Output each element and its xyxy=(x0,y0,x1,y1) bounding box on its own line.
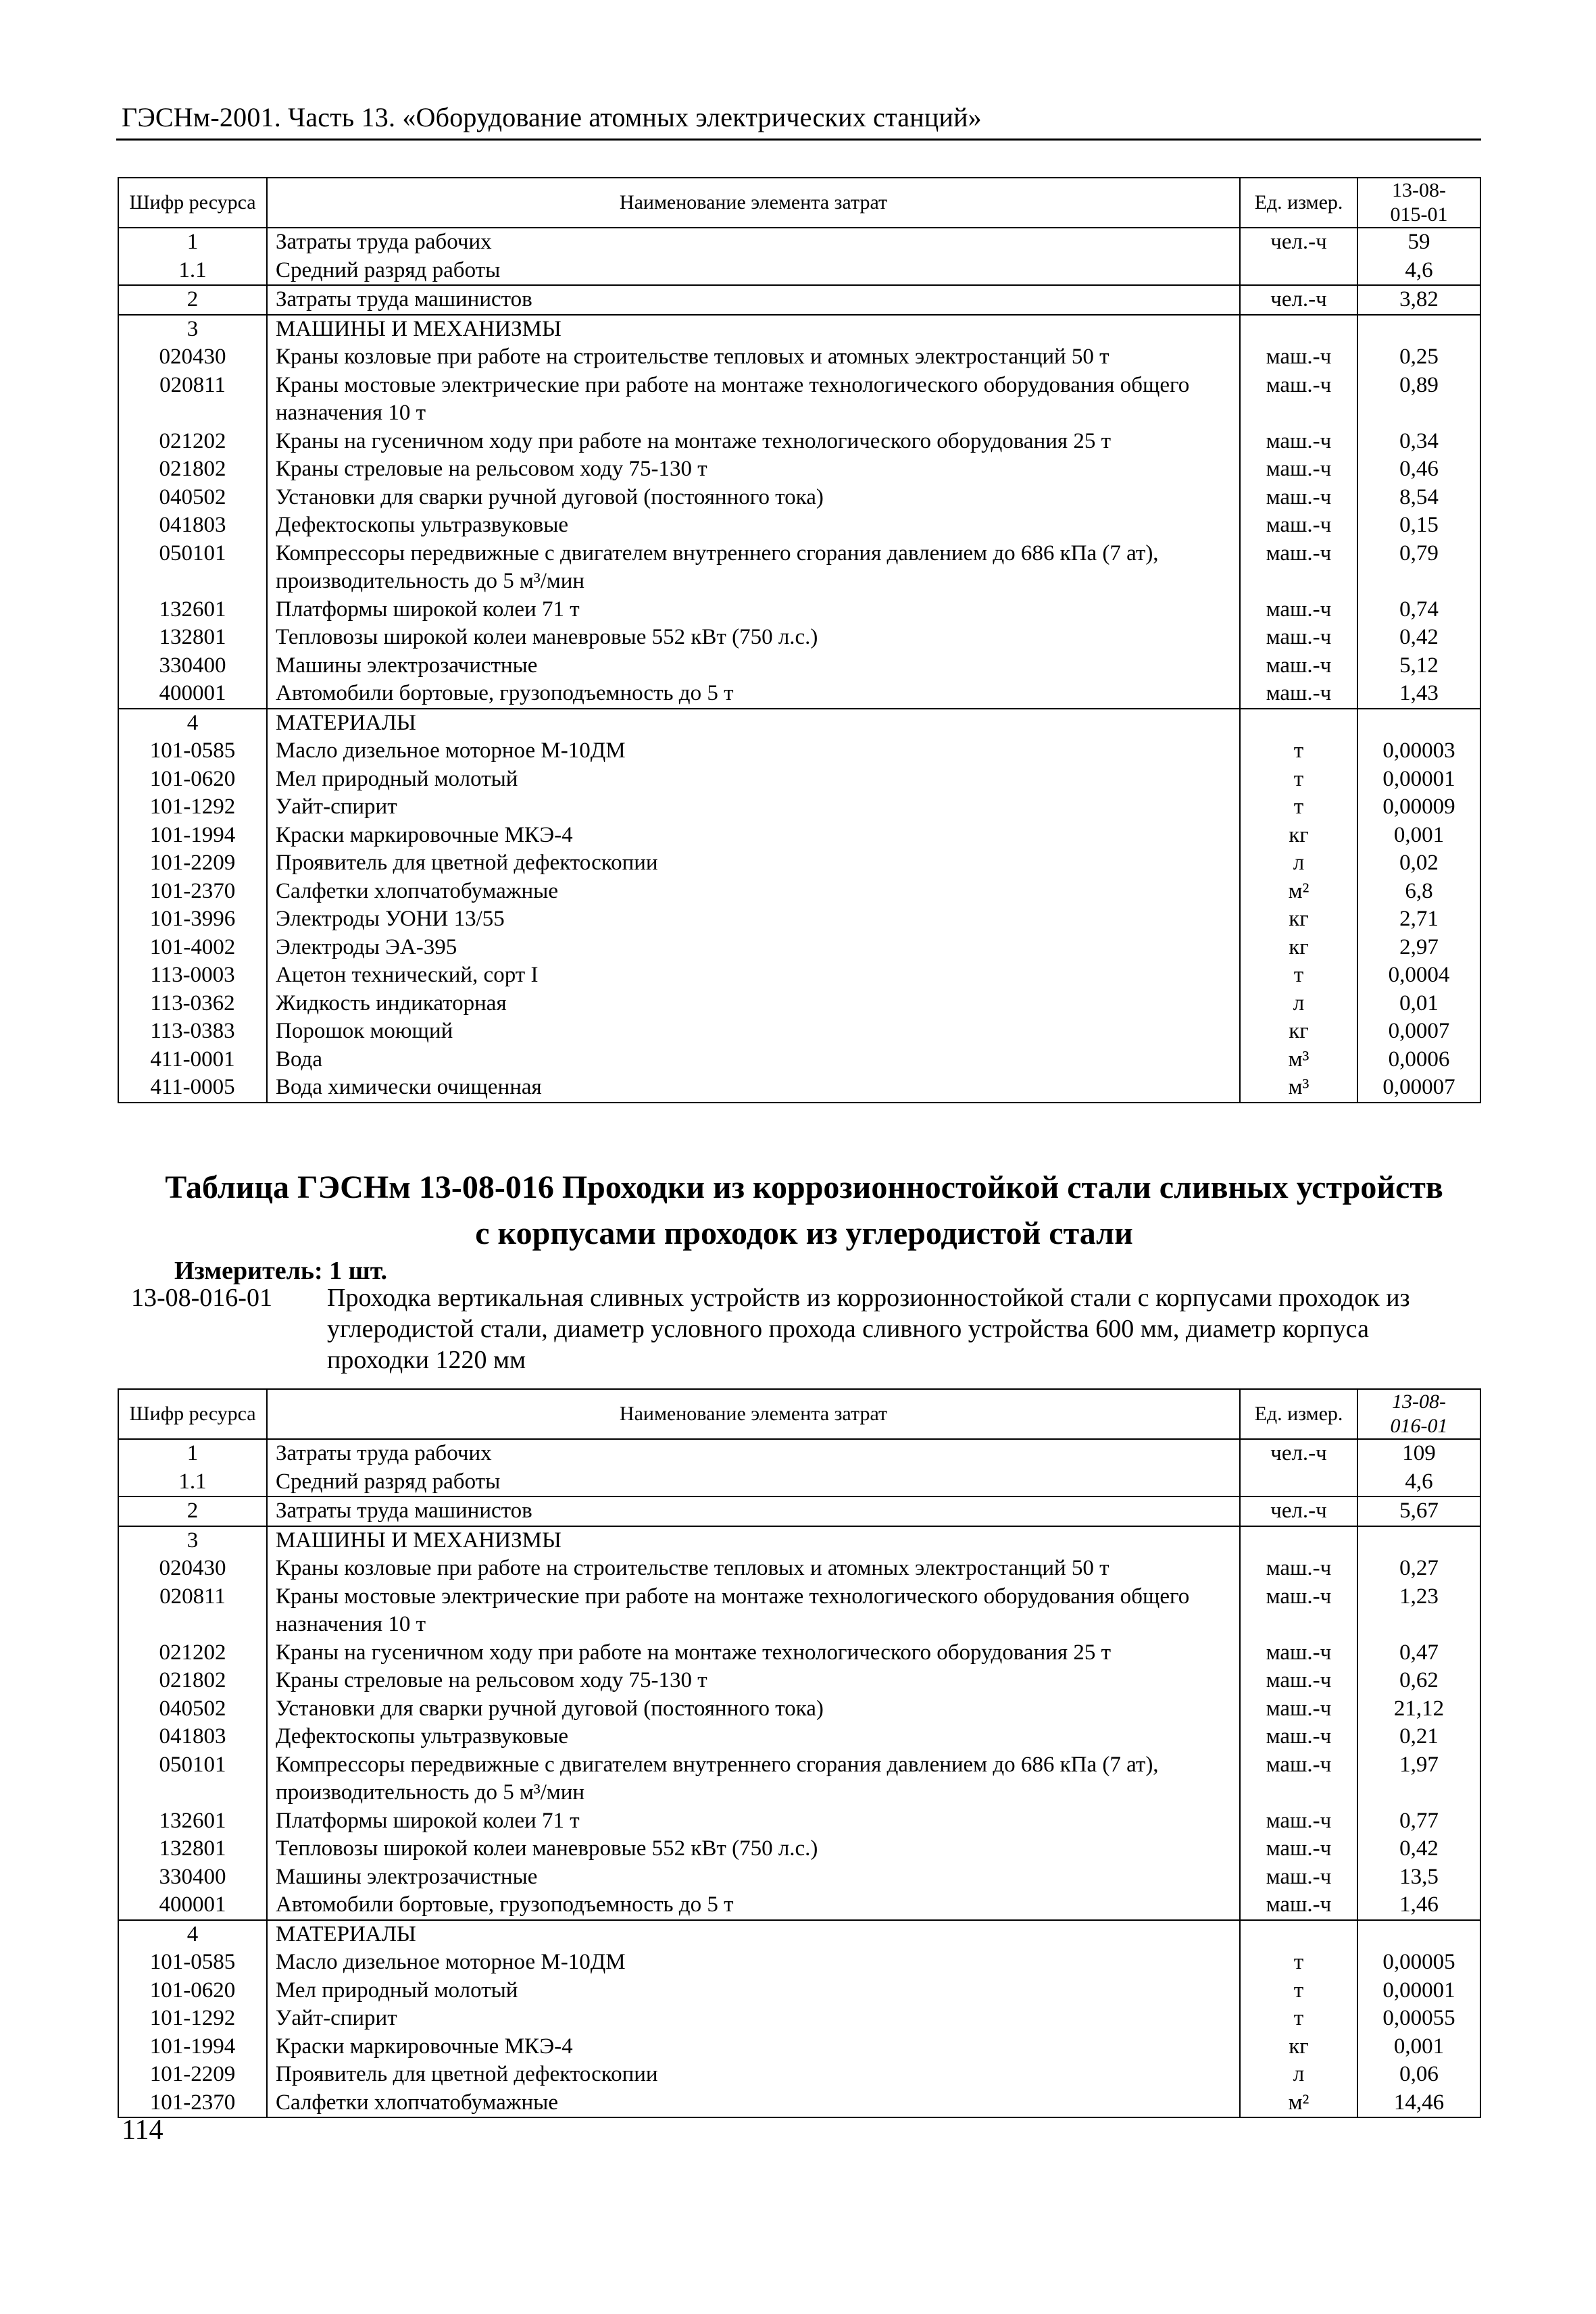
unit-of-measure xyxy=(1240,315,1357,344)
unit-of-measure: маш.-ч xyxy=(1240,428,1357,456)
resource-code: 113-0362 xyxy=(118,990,267,1018)
unit-of-measure: маш.-ч xyxy=(1240,596,1357,624)
norm-value: 0,34 xyxy=(1357,428,1480,456)
unit-of-measure: чел.-ч xyxy=(1240,1439,1357,1468)
column-header-code: Шифр ресурса xyxy=(118,178,267,228)
resource-name: Вода химически очищенная xyxy=(267,1074,1240,1103)
norm-value: 0,42 xyxy=(1357,1835,1480,1863)
table-row xyxy=(118,2061,1480,2089)
resource-name: Проявитель для цветной дефектоскопии xyxy=(267,2061,1240,2089)
resource-name: Масло дизельное моторное М-10ДМ xyxy=(267,737,1240,765)
resource-name: Мел природный молотый xyxy=(267,765,1240,794)
resource-name: МАШИНЫ И МЕХАНИЗМЫ xyxy=(267,1526,1240,1555)
norm-value xyxy=(1357,709,1480,738)
norm-value xyxy=(1357,1526,1480,1555)
running-header: ГЭСНм-2001. Часть 13. «Оборудование атомных электрических станций» xyxy=(122,102,982,132)
resource-name: Электроды ЭА-395 xyxy=(267,934,1240,962)
resource-code: 101-2209 xyxy=(118,2061,267,2089)
resource-code: 330400 xyxy=(118,1863,267,1892)
resource-code: 330400 xyxy=(118,652,267,680)
resource-name: Средний разряд работы xyxy=(267,257,1240,286)
norm-code-bottom: 016-01 xyxy=(1390,1415,1448,1437)
norm-value: 14,46 xyxy=(1357,2089,1480,2118)
resource-code: 101-1292 xyxy=(118,2005,267,2033)
table-row xyxy=(118,709,1480,738)
resource-code: 040502 xyxy=(118,1695,267,1724)
unit-of-measure: маш.-ч xyxy=(1240,1863,1357,1892)
resource-name: Краны на гусеничном ходу при работе на монтаже технологического оборудования 25 т xyxy=(267,428,1240,456)
table-row xyxy=(118,1017,1480,1046)
resource-name: Затраты труда рабочих xyxy=(267,1439,1240,1468)
unit-of-measure: т xyxy=(1240,1977,1357,2005)
resource-name: Затраты труда рабочих xyxy=(267,228,1240,257)
resource-code: 101-0620 xyxy=(118,765,267,794)
resource-name: Мел природный молотый xyxy=(267,1977,1240,2005)
unit-of-measure: м³ xyxy=(1240,1046,1357,1074)
resource-code: 021802 xyxy=(118,1667,267,1695)
resource-code: 101-4002 xyxy=(118,934,267,962)
norm-value: 0,62 xyxy=(1357,1667,1480,1695)
table-row xyxy=(118,1496,1480,1526)
unit-of-measure: маш.-ч xyxy=(1240,455,1357,484)
unit-of-measure: маш.-ч xyxy=(1240,1751,1357,1807)
resource-code: 400001 xyxy=(118,1891,267,1920)
section-subtitle: с корпусами проходок из углеродистой стали xyxy=(475,1215,1133,1251)
resource-name: Вода xyxy=(267,1046,1240,1074)
resource-name: Жидкость индикаторная xyxy=(267,990,1240,1018)
norm-value: 0,02 xyxy=(1357,849,1480,878)
unit-of-measure xyxy=(1240,257,1357,286)
norm-value: 0,01 xyxy=(1357,990,1480,1018)
resource-code: 3 xyxy=(118,1526,267,1555)
resource-code: 101-1292 xyxy=(118,793,267,822)
norm-value: 0,21 xyxy=(1357,1723,1480,1751)
unit-of-measure: кг xyxy=(1240,934,1357,962)
column-header-name: Наименование элемента затрат xyxy=(267,178,1240,228)
norm-value: 1,97 xyxy=(1357,1751,1480,1807)
table-row xyxy=(118,2033,1480,2061)
table-header-row xyxy=(118,178,1480,228)
table-row xyxy=(118,934,1480,962)
norm-value: 5,67 xyxy=(1357,1496,1480,1526)
table-row xyxy=(118,765,1480,794)
unit-of-measure: маш.-ч xyxy=(1240,511,1357,540)
resource-name: Средний разряд работы xyxy=(267,1468,1240,1497)
resource-name: Краски маркировочные МКЭ-4 xyxy=(267,822,1240,850)
resource-code: 021202 xyxy=(118,1639,267,1667)
resource-name: Дефектоскопы ультразвуковые xyxy=(267,511,1240,540)
resource-name: Уайт-спирит xyxy=(267,793,1240,822)
unit-of-measure: чел.-ч xyxy=(1240,285,1357,315)
column-header-norm xyxy=(1357,1389,1480,1439)
resource-code: 101-1994 xyxy=(118,822,267,850)
table-row xyxy=(118,1948,1480,1977)
table-row xyxy=(118,1863,1480,1892)
unit-of-measure: кг xyxy=(1240,822,1357,850)
resource-name: Тепловозы широкой колеи маневровые 552 кВт (750 л.с.) xyxy=(267,624,1240,652)
resource-code: 101-3996 xyxy=(118,905,267,934)
table-row xyxy=(118,822,1480,850)
resource-code: 113-0383 xyxy=(118,1017,267,1046)
unit-of-measure: т xyxy=(1240,2005,1357,2033)
resource-code: 400001 xyxy=(118,680,267,709)
norm-value: 0,25 xyxy=(1357,343,1480,372)
table-row xyxy=(118,1807,1480,1836)
table-row xyxy=(118,652,1480,680)
unit-of-measure xyxy=(1240,1526,1357,1555)
unit-of-measure: т xyxy=(1240,961,1357,990)
resource-name: Электроды УОНИ 13/55 xyxy=(267,905,1240,934)
header-rule xyxy=(116,139,1481,141)
norm-value: 0,06 xyxy=(1357,2061,1480,2089)
resource-name: Машины электрозачистные xyxy=(267,1863,1240,1892)
column-header-unit: Ед. измер. xyxy=(1240,1389,1357,1439)
resource-name: Затраты труда машинистов xyxy=(267,285,1240,315)
resource-code: 101-2370 xyxy=(118,2089,267,2118)
item-description: Проходка вертикальная сливных устройств из коррозионностойкой стали с корпусами проходок из углеродистой стали, диаметр условного прохода сливного устройства 600 мм, диаметр корпуса проходки 1220 мм xyxy=(327,1284,1410,1374)
section-title: Таблица ГЭСНм 13-08-016 Проходки из коррозионностойкой стали сливных устройств xyxy=(165,1169,1443,1205)
resource-name: Краны мостовые электрические при работе на монтаже технологического оборудования общего назначения 10 т xyxy=(267,372,1240,428)
unit-of-measure: маш.-ч xyxy=(1240,680,1357,709)
resource-code: 3 xyxy=(118,315,267,344)
resource-code: 2 xyxy=(118,285,267,315)
resource-name: Уайт-спирит xyxy=(267,2005,1240,2033)
unit-of-measure: чел.-ч xyxy=(1240,228,1357,257)
resource-name: Салфетки хлопчатобумажные xyxy=(267,2089,1240,2118)
resource-code: 411-0001 xyxy=(118,1046,267,1074)
unit-of-measure: л xyxy=(1240,849,1357,878)
norm-value: 2,97 xyxy=(1357,934,1480,962)
norm-value: 0,79 xyxy=(1357,540,1480,596)
norm-value: 109 xyxy=(1357,1439,1480,1468)
resource-code: 1.1 xyxy=(118,257,267,286)
resource-code: 101-2209 xyxy=(118,849,267,878)
norm-value: 0,00005 xyxy=(1357,1948,1480,1977)
resource-name: Дефектоскопы ультразвуковые xyxy=(267,1723,1240,1751)
norm-value: 5,12 xyxy=(1357,652,1480,680)
resource-name: Ацетон технический, сорт I xyxy=(267,961,1240,990)
unit-of-measure xyxy=(1240,709,1357,738)
resource-code: 132801 xyxy=(118,1835,267,1863)
norm-value: 8,54 xyxy=(1357,484,1480,512)
resource-code: 020430 xyxy=(118,343,267,372)
norm-value xyxy=(1357,1920,1480,1949)
norm-code-top: 13-08- xyxy=(1392,1390,1446,1413)
norm-code-bottom: 015-01 xyxy=(1390,203,1448,226)
table-row xyxy=(118,1667,1480,1695)
resource-code: 411-0005 xyxy=(118,1074,267,1103)
table-row xyxy=(118,540,1480,596)
unit-of-measure: маш.-ч xyxy=(1240,484,1357,512)
table-row xyxy=(118,455,1480,484)
table-row xyxy=(118,1046,1480,1074)
resource-name: МАТЕРИАЛЫ xyxy=(267,1920,1240,1949)
resource-code: 132601 xyxy=(118,596,267,624)
norm-value: 4,6 xyxy=(1357,257,1480,286)
resource-code: 020811 xyxy=(118,1583,267,1639)
table-row xyxy=(118,1891,1480,1920)
norm-value xyxy=(1357,315,1480,344)
unit-of-measure: т xyxy=(1240,1948,1357,1977)
norm-value: 1,46 xyxy=(1357,1891,1480,1920)
resource-name: Порошок моющий xyxy=(267,1017,1240,1046)
table-row xyxy=(118,961,1480,990)
norm-value: 0,42 xyxy=(1357,624,1480,652)
resource-name: Компрессоры передвижные с двигателем внутреннего сгорания давлением до 686 кПа (7 ат), производительность до 5 м³/мин xyxy=(267,540,1240,596)
norm-value: 3,82 xyxy=(1357,285,1480,315)
norm-value: 0,001 xyxy=(1357,822,1480,850)
resource-name: Установки для сварки ручной дуговой (постоянного тока) xyxy=(267,484,1240,512)
table-body xyxy=(118,228,1480,1103)
unit-of-measure: м² xyxy=(1240,2089,1357,2118)
resource-name: Краски маркировочные МКЭ-4 xyxy=(267,2033,1240,2061)
norm-value: 4,6 xyxy=(1357,1468,1480,1497)
unit-of-measure: маш.-ч xyxy=(1240,1807,1357,1836)
column-header-code: Шифр ресурса xyxy=(118,1389,267,1439)
norm-value: 59 xyxy=(1357,228,1480,257)
unit-of-measure: чел.-ч xyxy=(1240,1496,1357,1526)
meter-label: Измеритель: 1 шт. xyxy=(174,1257,388,1285)
unit-of-measure: маш.-ч xyxy=(1240,372,1357,428)
resource-name: Краны стреловые на рельсовом ходу 75-130 т xyxy=(267,1667,1240,1695)
unit-of-measure: маш.-ч xyxy=(1240,540,1357,596)
resource-name: Машины электрозачистные xyxy=(267,652,1240,680)
unit-of-measure: маш.-ч xyxy=(1240,624,1357,652)
unit-of-measure: маш.-ч xyxy=(1240,1835,1357,1863)
table-row xyxy=(118,737,1480,765)
table-row xyxy=(118,1723,1480,1751)
table-row xyxy=(118,1526,1480,1555)
resource-name: Краны козловые при работе на строительстве тепловых и атомных электростанций 50 т xyxy=(267,343,1240,372)
table-row xyxy=(118,849,1480,878)
item-code: 13-08-016-01 xyxy=(131,1284,272,1312)
resource-code: 101-1994 xyxy=(118,2033,267,2061)
unit-of-measure: маш.-ч xyxy=(1240,652,1357,680)
resource-code: 132801 xyxy=(118,624,267,652)
table-row xyxy=(118,1639,1480,1667)
table-body xyxy=(118,1439,1480,2117)
table-row xyxy=(118,1920,1480,1949)
norm-value: 0,89 xyxy=(1357,372,1480,428)
resource-code: 101-0585 xyxy=(118,1948,267,1977)
resource-code: 041803 xyxy=(118,511,267,540)
resource-name: Тепловозы широкой колеи маневровые 552 кВт (750 л.с.) xyxy=(267,1835,1240,1863)
resource-code: 4 xyxy=(118,709,267,738)
table-row xyxy=(118,1835,1480,1863)
norm-value: 0,0007 xyxy=(1357,1017,1480,1046)
resource-name: Затраты труда машинистов xyxy=(267,1496,1240,1526)
table-row xyxy=(118,428,1480,456)
table-row xyxy=(118,1751,1480,1807)
resource-name: Краны мостовые электрические при работе на монтаже технологического оборудования общего назначения 10 т xyxy=(267,1583,1240,1639)
table-row xyxy=(118,2089,1480,2118)
norm-value: 0,27 xyxy=(1357,1555,1480,1583)
norm-value: 0,77 xyxy=(1357,1807,1480,1836)
resource-code: 101-0620 xyxy=(118,1977,267,2005)
resource-name: Компрессоры передвижные с двигателем внутреннего сгорания давлением до 686 кПа (7 ат), производительность до 5 м³/мин xyxy=(267,1751,1240,1807)
unit-of-measure: маш.-ч xyxy=(1240,1583,1357,1639)
unit-of-measure: маш.-ч xyxy=(1240,1667,1357,1695)
resource-name: МАШИНЫ И МЕХАНИЗМЫ xyxy=(267,315,1240,344)
norm-code-top: 13-08- xyxy=(1392,179,1446,201)
table-row xyxy=(118,680,1480,709)
unit-of-measure xyxy=(1240,1468,1357,1497)
norm-value: 0,0006 xyxy=(1357,1046,1480,1074)
resource-code: 050101 xyxy=(118,540,267,596)
table-row xyxy=(118,228,1480,257)
resource-name: МАТЕРИАЛЫ xyxy=(267,709,1240,738)
resource-code: 101-2370 xyxy=(118,878,267,906)
unit-of-measure: л xyxy=(1240,2061,1357,2089)
table-header-row xyxy=(118,1389,1480,1439)
unit-of-measure: т xyxy=(1240,793,1357,822)
norm-value: 0,00009 xyxy=(1357,793,1480,822)
unit-of-measure: маш.-ч xyxy=(1240,1639,1357,1667)
table-row xyxy=(118,1555,1480,1583)
unit-of-measure: маш.-ч xyxy=(1240,1555,1357,1583)
resource-code: 021802 xyxy=(118,455,267,484)
norm-value: 0,46 xyxy=(1357,455,1480,484)
norm-value: 1,23 xyxy=(1357,1583,1480,1639)
unit-of-measure xyxy=(1240,1920,1357,1949)
table-row xyxy=(118,1074,1480,1103)
table-row xyxy=(118,484,1480,512)
resource-code: 041803 xyxy=(118,1723,267,1751)
resource-name: Краны козловые при работе на строительстве тепловых и атомных электростанций 50 т xyxy=(267,1555,1240,1583)
table-row xyxy=(118,990,1480,1018)
unit-of-measure: маш.-ч xyxy=(1240,1695,1357,1724)
resource-name: Масло дизельное моторное М-10ДМ xyxy=(267,1948,1240,1977)
unit-of-measure: м² xyxy=(1240,878,1357,906)
resource-code: 4 xyxy=(118,1920,267,1949)
unit-of-measure: кг xyxy=(1240,1017,1357,1046)
resource-name: Установки для сварки ручной дуговой (постоянного тока) xyxy=(267,1695,1240,1724)
table-row xyxy=(118,878,1480,906)
resource-name: Проявитель для цветной дефектоскопии xyxy=(267,849,1240,878)
resource-code: 101-0585 xyxy=(118,737,267,765)
table-row xyxy=(118,793,1480,822)
norm-value: 13,5 xyxy=(1357,1863,1480,1892)
table-row xyxy=(118,1695,1480,1724)
table-row xyxy=(118,596,1480,624)
norm-value: 0,47 xyxy=(1357,1639,1480,1667)
table-row xyxy=(118,1977,1480,2005)
resource-code: 1 xyxy=(118,1439,267,1468)
resource-name: Краны стреловые на рельсовом ходу 75-130 т xyxy=(267,455,1240,484)
resource-code: 1 xyxy=(118,228,267,257)
norm-value: 6,8 xyxy=(1357,878,1480,906)
table-row xyxy=(118,372,1480,428)
page-number: 114 xyxy=(122,2115,164,2146)
resource-table-13-08-016-01 xyxy=(118,1388,1481,2118)
unit-of-measure: кг xyxy=(1240,905,1357,934)
norm-value: 21,12 xyxy=(1357,1695,1480,1724)
norm-value: 0,00003 xyxy=(1357,737,1480,765)
resource-code: 1.1 xyxy=(118,1468,267,1497)
unit-of-measure: л xyxy=(1240,990,1357,1018)
resource-name: Автомобили бортовые, грузоподъемность до 5 т xyxy=(267,1891,1240,1920)
norm-value: 0,00007 xyxy=(1357,1074,1480,1103)
unit-of-measure: м³ xyxy=(1240,1074,1357,1103)
norm-value: 0,001 xyxy=(1357,2033,1480,2061)
resource-code: 020811 xyxy=(118,372,267,428)
unit-of-measure: т xyxy=(1240,765,1357,794)
unit-of-measure: маш.-ч xyxy=(1240,1723,1357,1751)
unit-of-measure: т xyxy=(1240,737,1357,765)
norm-value: 0,0004 xyxy=(1357,961,1480,990)
norm-value: 0,15 xyxy=(1357,511,1480,540)
norm-value: 0,74 xyxy=(1357,596,1480,624)
table-row xyxy=(118,1583,1480,1639)
column-header-unit: Ед. измер. xyxy=(1240,178,1357,228)
resource-code: 050101 xyxy=(118,1751,267,1807)
resource-code: 113-0003 xyxy=(118,961,267,990)
resource-code: 040502 xyxy=(118,484,267,512)
norm-value: 0,00055 xyxy=(1357,2005,1480,2033)
resource-name: Автомобили бортовые, грузоподъемность до 5 т xyxy=(267,680,1240,709)
norm-value: 2,71 xyxy=(1357,905,1480,934)
table-row xyxy=(118,2005,1480,2033)
resource-name: Краны на гусеничном ходу при работе на монтаже технологического оборудования 25 т xyxy=(267,1639,1240,1667)
table-row xyxy=(118,1468,1480,1497)
unit-of-measure: маш.-ч xyxy=(1240,343,1357,372)
norm-value: 0,00001 xyxy=(1357,765,1480,794)
column-header-norm xyxy=(1357,178,1480,228)
resource-name: Салфетки хлопчатобумажные xyxy=(267,878,1240,906)
resource-code: 020430 xyxy=(118,1555,267,1583)
unit-of-measure: маш.-ч xyxy=(1240,1891,1357,1920)
resource-code: 132601 xyxy=(118,1807,267,1836)
norm-value: 1,43 xyxy=(1357,680,1480,709)
table-row xyxy=(118,285,1480,315)
table-row xyxy=(118,315,1480,344)
table-row xyxy=(118,624,1480,652)
table-row xyxy=(118,905,1480,934)
column-header-name: Наименование элемента затрат xyxy=(267,1389,1240,1439)
norm-value: 0,00001 xyxy=(1357,1977,1480,2005)
resource-name: Платформы широкой колеи 71 т xyxy=(267,1807,1240,1836)
table-row xyxy=(118,511,1480,540)
resource-code: 2 xyxy=(118,1496,267,1526)
resource-name: Платформы широкой колеи 71 т xyxy=(267,596,1240,624)
table-row xyxy=(118,1439,1480,1468)
unit-of-measure: кг xyxy=(1240,2033,1357,2061)
table-row xyxy=(118,343,1480,372)
resource-code: 021202 xyxy=(118,428,267,456)
table-row xyxy=(118,257,1480,286)
resource-table-13-08-015-01 xyxy=(118,177,1481,1103)
